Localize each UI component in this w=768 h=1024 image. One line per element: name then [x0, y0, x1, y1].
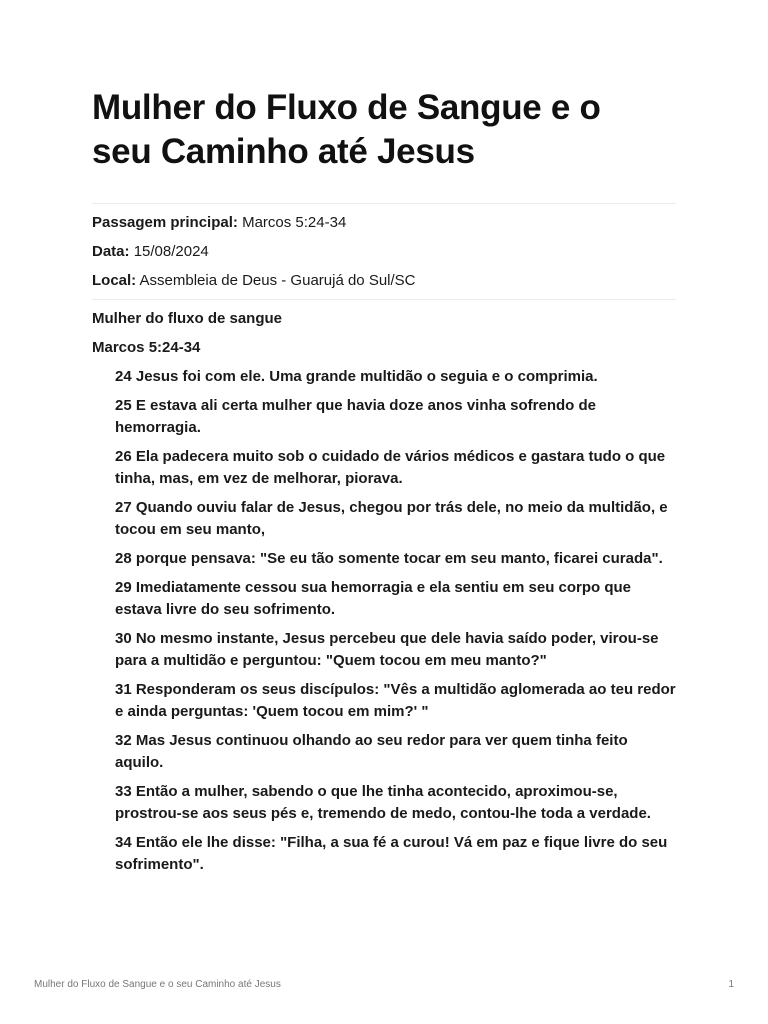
- meta-passage-value: Marcos 5:24-34: [242, 214, 347, 231]
- verse-item: 31 Responderam os seus discípulos: "Vês a multidão aglomerada ao teu redor e ainda perguntas: 'Quem tocou em mim?' ": [115, 681, 676, 720]
- footer-page-number: 1: [728, 979, 734, 990]
- metadata-block: [92, 204, 676, 299]
- verse-item: 24 Jesus foi com ele. Uma grande multidão o seguia e o comprimia.: [115, 368, 598, 385]
- verse-item: 30 No mesmo instante, Jesus percebeu que dele havia saído poder, virou-se para a multidão e perguntou: "Quem tocou em meu manto?": [115, 630, 659, 669]
- verse-item: 28 porque pensava: "Se eu tão somente tocar em seu manto, ficarei curada".: [115, 550, 663, 567]
- meta-date-label: Data:: [92, 243, 130, 260]
- meta-passage-label: Passagem principal:: [92, 214, 238, 231]
- verse-item: 34 Então ele lhe disse: "Filha, a sua fé a curou! Vá em paz e fique livre do seu sofrimento".: [115, 834, 668, 873]
- meta-location-value: Assembleia de Deus - Guarujá do Sul/SC: [139, 272, 416, 289]
- section-heading: Mulher do fluxo de sangue: [92, 310, 283, 327]
- meta-location: [92, 270, 676, 292]
- page-title: [92, 86, 676, 174]
- meta-location-label: Local:: [92, 272, 137, 289]
- footer-title: Mulher do Fluxo de Sangue e o seu Caminho até Jesus: [34, 979, 281, 990]
- meta-date: [92, 241, 676, 263]
- verse-list: [92, 366, 676, 876]
- meta-date-value: 15/08/2024: [133, 243, 209, 260]
- verse-item: 29 Imediatamente cessou sua hemorragia e ela sentiu em seu corpo que estava livre do seu sofrimento.: [115, 579, 632, 618]
- verse-item: 25 E estava ali certa mulher que havia doze anos vinha sofrendo de hemorragia.: [115, 397, 597, 436]
- meta-passage: [92, 212, 676, 234]
- verse-item: 33 Então a mulher, sabendo o que lhe tinha acontecido, aproximou-se, prostrou-se aos seus pés e, tremendo de medo, contou-lhe toda a verdade.: [115, 783, 651, 822]
- verse-item: 32 Mas Jesus continuou olhando ao seu redor para ver quem tinha feito aquilo.: [115, 732, 628, 771]
- title-line-2: seu Caminho até Jesus: [92, 132, 475, 171]
- verse-item: 27 Quando ouviu falar de Jesus, chegou por trás dele, no meio da multidão, e tocou em seu manto,: [115, 499, 668, 538]
- title-line-1: Mulher do Fluxo de Sangue e o: [92, 88, 601, 127]
- document-page: [92, 86, 676, 883]
- scripture-reference: Marcos 5:24-34: [92, 339, 201, 356]
- content-body: [92, 300, 676, 876]
- verse-item: 26 Ela padecera muito sob o cuidado de vários médicos e gastara tudo o que tinha, mas, em vez de melhorar, piorava.: [115, 448, 666, 487]
